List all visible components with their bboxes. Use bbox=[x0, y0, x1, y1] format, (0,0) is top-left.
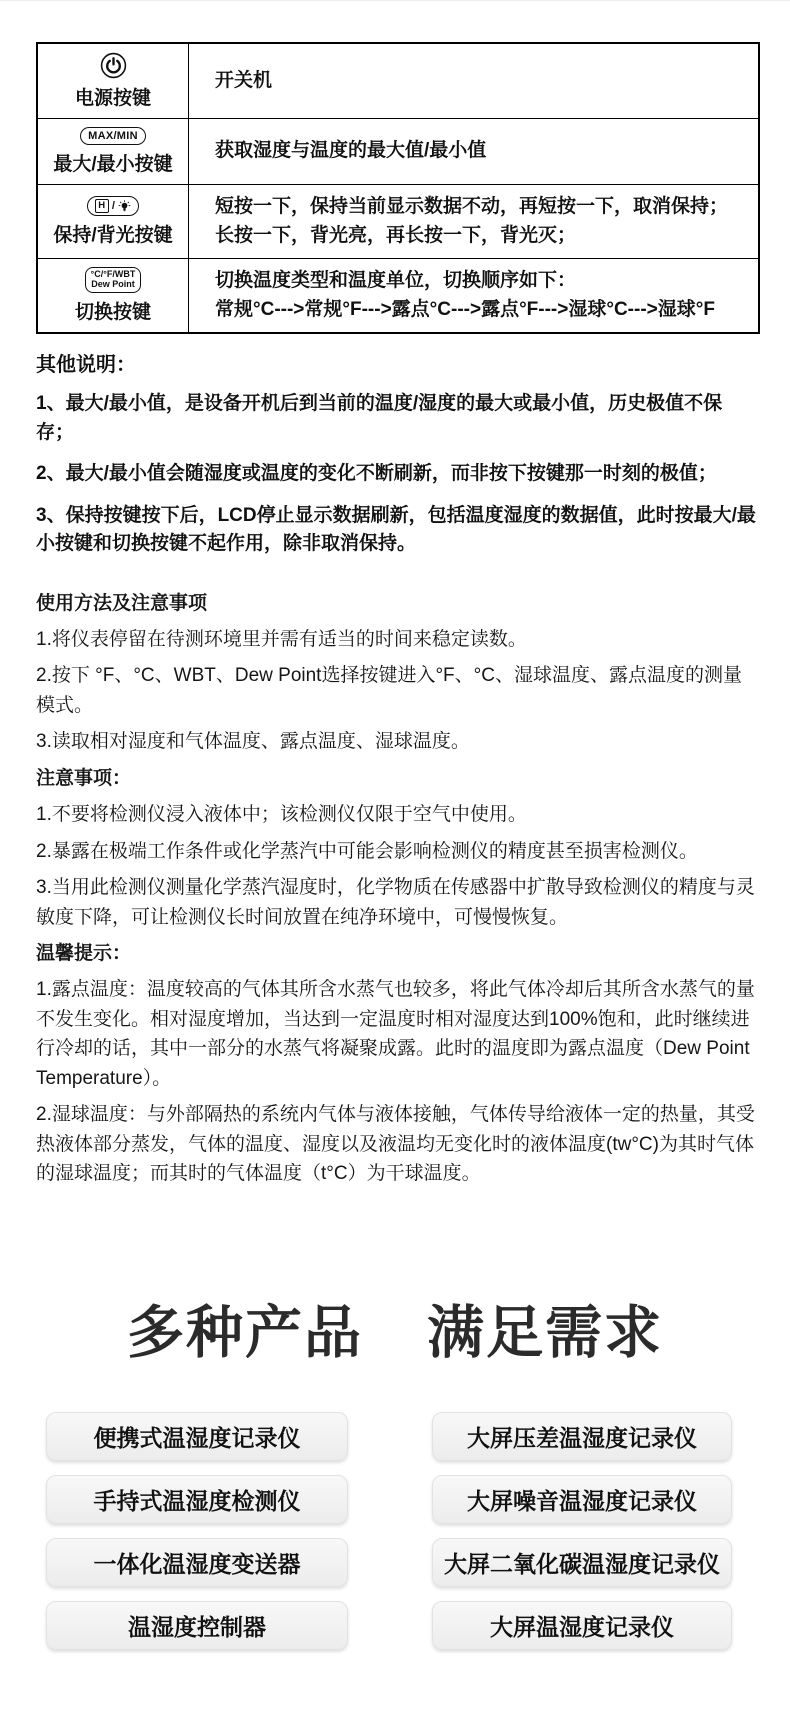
hold-backlight-desc-line1: 短按一下，保持当前显示数据不动，再短按一下，取消保持； bbox=[215, 196, 729, 218]
table-row-maxmin bbox=[38, 119, 758, 185]
switch-button-icon bbox=[85, 267, 142, 293]
hold-backlight-button-label: 保持/背光按键 bbox=[53, 225, 173, 247]
tip-item: 2.湿球温度：与外部隔热的系统内气体与液体接触，气体传导给液体一定的热量，其受热液体部分蒸发，气体的温度、湿度以及液温均无变化时的液体温度(tw°C)为其时气体的湿球温度；而其时的气体温度（t°C）为干球温度。 bbox=[36, 1104, 755, 1185]
product-button-bigscreen-recorder[interactable]: 大屏温湿度记录仪 bbox=[432, 1601, 732, 1650]
tip-item: 1.露点温度：温度较高的气体其所含水蒸气也较多，将此气体冷却后其所含水蒸气的量不发生变化。相对湿度增加，当达到一定温度时相对湿度达到100%饱和，此时继续进行冷却的话，其中一部分的水蒸气将凝聚成露。此时的温度即为露点温度（Dew Point Temperature）。 bbox=[36, 979, 755, 1089]
power-button-label: 电源按键 bbox=[74, 88, 151, 109]
product-button-integrated-transmitter[interactable]: 一体化温湿度变送器 bbox=[46, 1538, 348, 1587]
usage-heading: 使用方法及注意事项 bbox=[36, 592, 208, 614]
product-detail-page bbox=[0, 1, 790, 1188]
tips-heading: 温馨提示： bbox=[36, 942, 132, 964]
maxmin-button-label: 最大/最小按键 bbox=[53, 154, 173, 176]
bottom-whitespace bbox=[0, 1650, 790, 1734]
other-notes-heading: 其他说明： bbox=[36, 354, 136, 377]
usage-step: 2.按下 °F、°C、WBT、Dew Point选择按键进入°F、°C、湿球温度、露点温度的测量模式。 bbox=[36, 665, 742, 716]
switch-icon-dewpoint-line: Dew Point bbox=[91, 279, 135, 290]
headline-part1: 多种产品 bbox=[127, 1301, 363, 1366]
hold-backlight-button-icon: H / bbox=[87, 196, 140, 216]
hold-letter-icon: H bbox=[95, 199, 109, 213]
other-note-item: 1、最大/最小值，是设备开机后到当前的温度/湿度的最大或最小值，历史极值不保存； bbox=[36, 393, 723, 443]
switch-icon-units-line: °C/°F/WBT bbox=[90, 269, 136, 280]
bulb-icon bbox=[118, 200, 131, 213]
products-headline bbox=[0, 1301, 790, 1366]
maxmin-button-icon: MAX/MIN bbox=[80, 127, 146, 145]
table-row-switch bbox=[38, 259, 758, 332]
headline-part2: 满足需求 bbox=[427, 1301, 663, 1366]
product-button-noise-recorder[interactable]: 大屏噪音温湿度记录仪 bbox=[432, 1475, 732, 1524]
product-button-co2-recorder[interactable]: 大屏二氧化碳温湿度记录仪 bbox=[432, 1538, 732, 1587]
caution-item: 1.不要将检测仪浸入液体中；该检测仪仅限于空气中使用。 bbox=[36, 804, 527, 826]
product-buttons-grid bbox=[46, 1412, 732, 1650]
table-row-power bbox=[38, 44, 758, 119]
other-note-item: 2、最大/最小值会随湿度或温度的变化不断刷新，而非按下按键那一时刻的极值； bbox=[36, 463, 717, 485]
other-note-item: 3、保持按键按下后，LCD停止显示数据刷新，包括温度湿度的数据值，此时按最大/最小按键和切换按键不起作用，除非取消保持。 bbox=[36, 504, 756, 555]
maxmin-button-desc: 获取湿度与温度的最大值/最小值 bbox=[215, 140, 487, 162]
power-button-desc: 开关机 bbox=[215, 69, 273, 91]
product-button-controller[interactable]: 温湿度控制器 bbox=[46, 1601, 348, 1650]
hold-backlight-desc-line2: 长按一下，背光亮，再长按一下，背光灭； bbox=[215, 224, 577, 246]
usage-step: 3.读取相对湿度和气体温度、露点温度、湿球温度。 bbox=[36, 731, 470, 753]
caution-item: 2.暴露在极端工作条件或化学蒸汽中可能会影响检测仪的精度甚至损害检测仪。 bbox=[36, 840, 698, 862]
switch-desc-line1: 切换温度类型和温度单位，切换顺序如下： bbox=[215, 270, 577, 292]
switch-desc-line2: 常规°C--->常规°F--->露点°C--->露点°F--->湿球°C--->湿球°F bbox=[215, 298, 715, 320]
table-row-hold-backlight bbox=[38, 185, 758, 259]
cautions-heading: 注意事项： bbox=[36, 767, 132, 789]
usage-step: 1.将仪表停留在待测环境里并需有适当的时间来稳定读数。 bbox=[36, 629, 527, 651]
product-button-handheld-detector[interactable]: 手持式温湿度检测仪 bbox=[46, 1475, 348, 1524]
product-button-portable-recorder[interactable]: 便携式温湿度记录仪 bbox=[46, 1412, 348, 1461]
product-button-pressure-recorder[interactable]: 大屏压差温湿度记录仪 bbox=[432, 1412, 732, 1461]
power-icon bbox=[100, 52, 127, 79]
caution-item: 3.当用此检测仪测量化学蒸汽湿度时，化学物质在传感器中扩散导致检测仪的精度与灵敏度下降，可让检测仪长时间放置在纯净环境中，可慢慢恢复。 bbox=[36, 877, 755, 928]
button-function-table bbox=[36, 42, 760, 334]
usage-section bbox=[36, 589, 756, 1189]
switch-button-label: 切换按键 bbox=[74, 301, 151, 323]
other-notes-section bbox=[36, 348, 756, 559]
